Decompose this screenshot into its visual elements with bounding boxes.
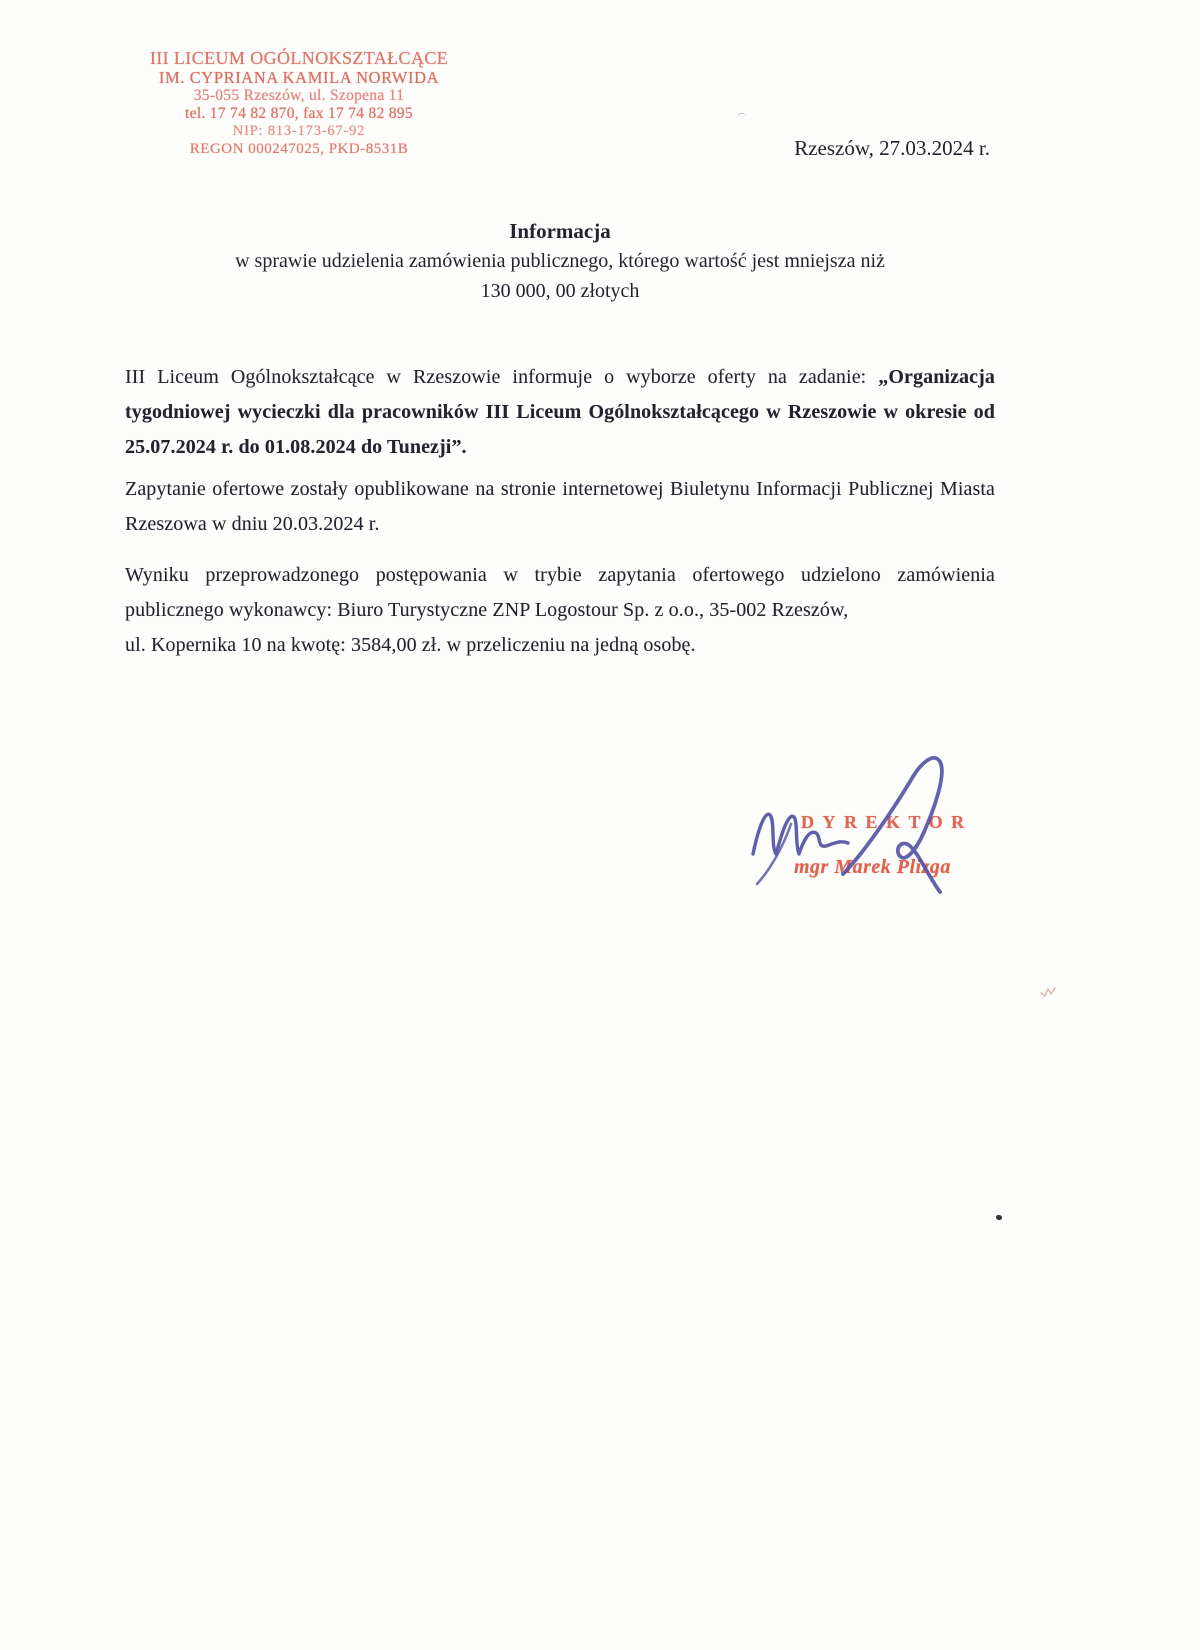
place-date-line: Rzeszów, 27.03.2024 r. [794,136,990,160]
stamp-phone-fax: tel. 17 74 82 870, fax 17 74 82 895 [185,105,413,122]
paragraph-contractor [125,558,995,663]
director-title-stamp: DYREKTOR [801,812,973,832]
paragraph-contractor-line-1: Wyniku przeprowadzonego postępowania w trybie zapytania ofertowego udzielono zamówienia publicznego wykonawcy: Biuro Turystyczne ZNP Logostour Sp. z o.o., 35-002 Rzeszów, [125,564,995,621]
paragraph-award-intro: III Liceum Ogólnokształcące w Rzeszowie informuje o wyborze oferty na zadanie: [125,366,879,388]
stamp-regon-pkd: REGON 000247025, PKD-8531B [189,141,409,157]
subtitle-line-1: w sprawie udzielenia zamówienia publicznego, którego wartość jest mniejsza niż [235,250,885,272]
stamp-school-name: III LICEUM OGÓLNOKSZTAŁCĄCE [149,48,449,68]
school-stamp [146,48,452,158]
scan-artifact-caret [736,112,746,120]
stamp-patron-name: IM. CYPRIANA KAMILA NORWIDA [158,68,440,87]
scan-artifact-red-mark [1040,986,1056,998]
director-name-stamp: mgr Marek Plizga [794,856,951,878]
document-title: Informacja [509,219,611,243]
signature-ink [725,712,965,907]
scan-artifact-dot [996,1214,1003,1220]
paragraph-award [125,360,995,465]
subtitle-line-2: 130 000, 00 złotych [480,280,640,302]
paragraph-award-task-title: „Organizacja tygodniowej wycieczki dla pracowników III Liceum Ogólnokształcącego w Rzeszowie w okresie od 25.07.2024 r. do 01.08.2024 do Tunezji”. [125,366,995,458]
stamp-address: 35-055 Rzeszów, ul. Szopena 11 [193,87,405,104]
stamp-nip: NIP: 813-173-67-92 [232,123,366,139]
paragraph-contractor-line-2: ul. Kopernika 10 na kwotę: 3584,00 zł. w przeliczeniu na jedną osobę. [125,634,696,656]
paragraph-publication: Zapytanie ofertowe zostały opublikowane na stronie internetowej Biuletynu Informacji Publicznej Miasta Rzeszowa w dniu 20.03.2024 r. [125,478,995,535]
title-block [125,216,995,306]
